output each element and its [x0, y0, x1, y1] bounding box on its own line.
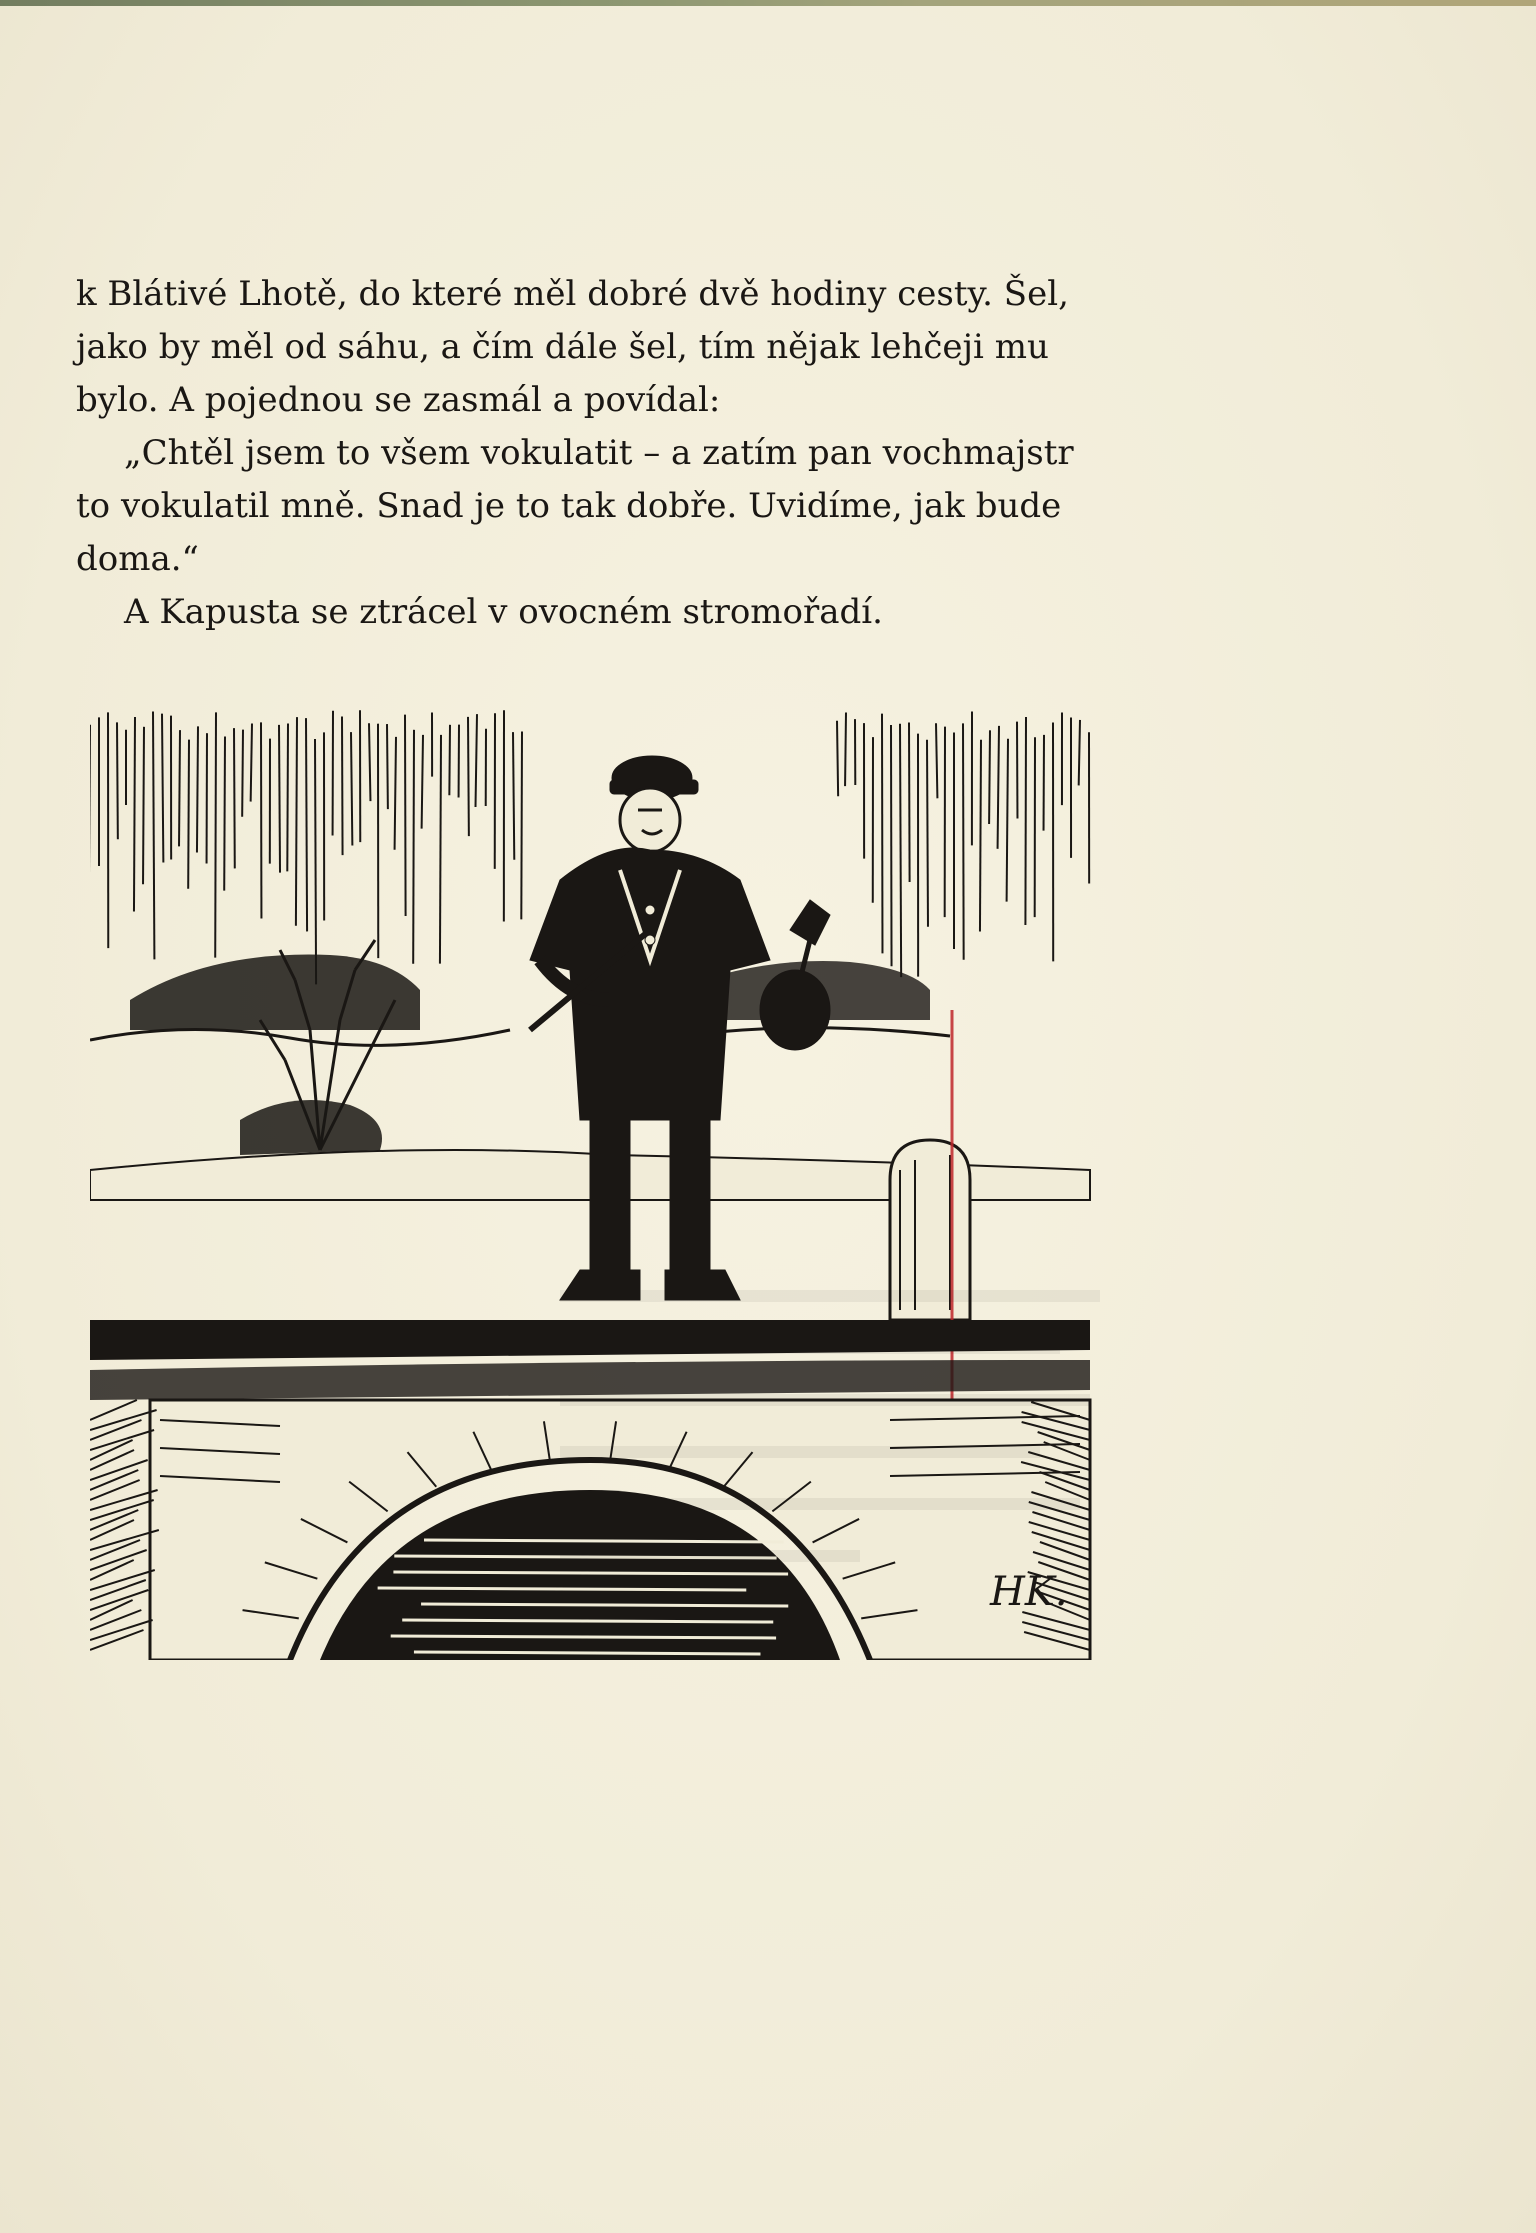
text-line: A Kapusta se ztrácel v ovocném stromořadí.	[124, 592, 883, 632]
page-top-edge	[0, 0, 1536, 6]
text-line: jako by měl od sáhu, a čím dále šel, tím nějak lehčeji mu	[76, 327, 1049, 367]
artist-signature: HK.	[990, 1569, 1068, 1615]
text-line: doma.“	[76, 539, 199, 579]
body-text	[76, 268, 1136, 639]
show-through-text	[560, 1290, 1120, 1690]
text-line: „Chtěl jsem to všem vokulatit – a zatím pan vochmajstr	[124, 433, 1074, 473]
walking-man	[530, 756, 830, 1300]
text-line: bylo. A pojednou se zasmál a povídal:	[76, 380, 721, 420]
text-line: to vokulatil mně. Snad je to tak dobře. Uvidíme, jak bude	[76, 486, 1062, 526]
text-line: k Blátivé Lhotě, do které měl dobré dvě hodiny cesty. Šel,	[76, 274, 1069, 314]
